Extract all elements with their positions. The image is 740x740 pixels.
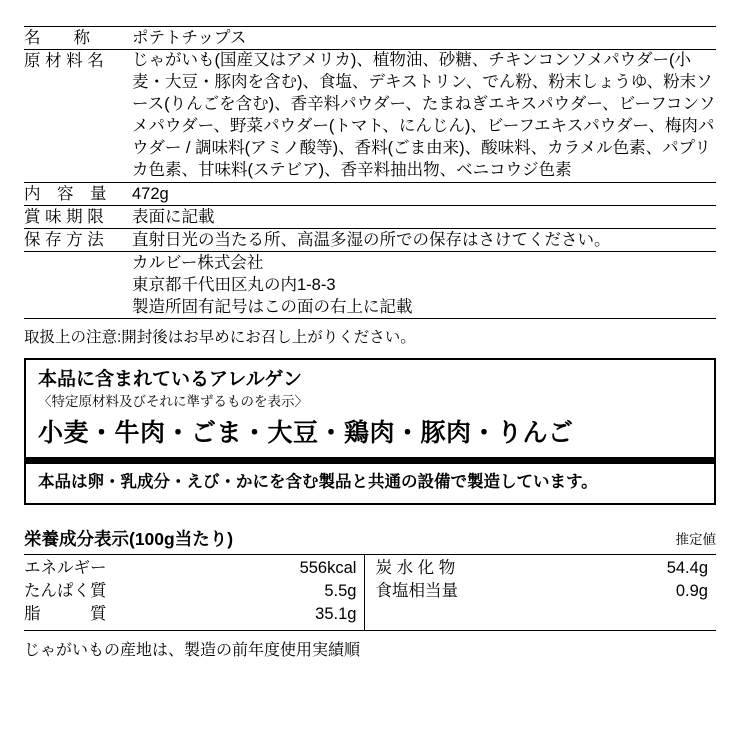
origin-footer-note: じゃがいもの産地は、製造の前年度使用実績順 xyxy=(24,641,361,659)
nutrition-column-divider xyxy=(365,580,376,603)
spec-table xyxy=(24,26,716,319)
nutrition-name-salt: 食塩相当量 xyxy=(375,582,458,601)
nutrition-name-carbs: 炭 水 化 物 xyxy=(376,554,555,580)
nutrition-title: 栄養成分表示(100g当たり) xyxy=(24,528,234,549)
table-row xyxy=(24,603,716,630)
table-row-ingredients xyxy=(24,50,716,183)
allergen-top-section xyxy=(26,360,714,457)
manufacturer-code-note: 製造所固有記号はこの面の右上に記載 xyxy=(132,298,413,317)
spec-value-netweight: 472g xyxy=(132,182,716,205)
spec-label-ingredients: 原 材 料 名 xyxy=(24,52,104,71)
spec-label-cell-empty xyxy=(24,252,132,319)
manufacturer-address: 東京都千代田区丸の内1-8-3 xyxy=(132,276,336,295)
table-row-name xyxy=(24,27,716,50)
nutrition-value-fat: 35.1g xyxy=(203,603,365,630)
spec-value-bestbefore: 表面に記載 xyxy=(132,205,716,228)
spec-label-cell xyxy=(24,27,132,50)
table-row-bestbefore xyxy=(24,205,716,228)
nutrition-value-protein: 5.5g xyxy=(324,582,357,601)
nutrition-estimate-label: 推定値 xyxy=(675,532,716,548)
spec-value-name: ポテトチップス xyxy=(132,27,716,50)
allergen-divider xyxy=(26,457,714,464)
table-row-manufacturer xyxy=(24,252,716,319)
nutrition-name-energy: エネルギー xyxy=(24,554,203,580)
table-row xyxy=(24,554,716,580)
spec-label-name: 名 称 xyxy=(24,29,90,47)
spec-label-bestbefore: 賞 味 期 限 xyxy=(24,207,104,226)
nutrition-name-empty xyxy=(376,603,555,630)
table-row-storage xyxy=(24,228,716,251)
nutrition-value-salt: 0.9g xyxy=(675,582,708,601)
allergen-title: 本品に含まれているアレルゲン xyxy=(38,368,303,390)
spec-label-cell xyxy=(24,50,132,183)
spec-value-storage: 直射日光の当たる所、高温多湿の所での保存はさけてください。 xyxy=(132,228,716,251)
handling-note: 取扱上の注意:開封後はお早めにお召し上がりください。 xyxy=(24,329,416,347)
allergen-list: 小麦・牛肉・ごま・大豆・鶏肉・豚肉・りんご xyxy=(38,418,574,447)
spec-label-cell xyxy=(24,205,132,228)
nutrition-value-carbs: 54.4g xyxy=(555,554,716,580)
manufacturer-company: カルビー株式会社 xyxy=(132,254,264,273)
nutrition-value-empty xyxy=(555,603,716,630)
spec-label-cell xyxy=(24,182,132,205)
nutrition-value-energy: 556kcal xyxy=(203,554,365,580)
nutrition-column-divider xyxy=(365,603,376,630)
nutrition-name-fat: 脂 質 xyxy=(24,603,203,630)
nutrition-column-divider xyxy=(365,554,376,580)
spec-label-netweight: 内 容 量 xyxy=(24,184,107,203)
allergen-shared-equipment: 本品は卵・乳成分・えび・かにを含む製品と共通の設備で製造しています。 xyxy=(38,472,598,491)
spec-value-ingredients xyxy=(132,50,716,183)
spec-label-storage: 保 存 方 法 xyxy=(24,230,104,249)
allergen-box xyxy=(24,358,716,505)
allergen-subtitle: 〈特定原材料及びそれに準ずるものを表示〉 xyxy=(38,394,308,410)
table-row-netweight xyxy=(24,182,716,205)
ingredients-text: じゃがいも(国産又はアメリカ)、植物油、砂糖、チキンコンソメパウダー(小麦・大豆・豚肉を含む)、食塩、デキストリン、でん粉、粉末しょうゆ、粉末ソース(りんごを含む)、香辛料パウダー、たまねぎエキスパウダー、ビーフコンソメパウダー、野菜パウダー(トマト、にんじん)、ビーフエキスパウダー、梅肉パウダー / 調味料(アミノ酸等)、香料(ごま由来)、酸味料、カラメル色素、パプリカ色素、甘味料(ステビア)、香辛料抽出物、ベニコウジ色素 xyxy=(132,51,716,179)
nutrition-table xyxy=(24,554,716,631)
table-row xyxy=(24,580,716,603)
nutrition-name-protein: たんぱく質 xyxy=(24,582,107,601)
spec-label-cell xyxy=(24,228,132,251)
nutrition-header xyxy=(24,529,716,550)
manufacturer-block xyxy=(132,252,716,319)
